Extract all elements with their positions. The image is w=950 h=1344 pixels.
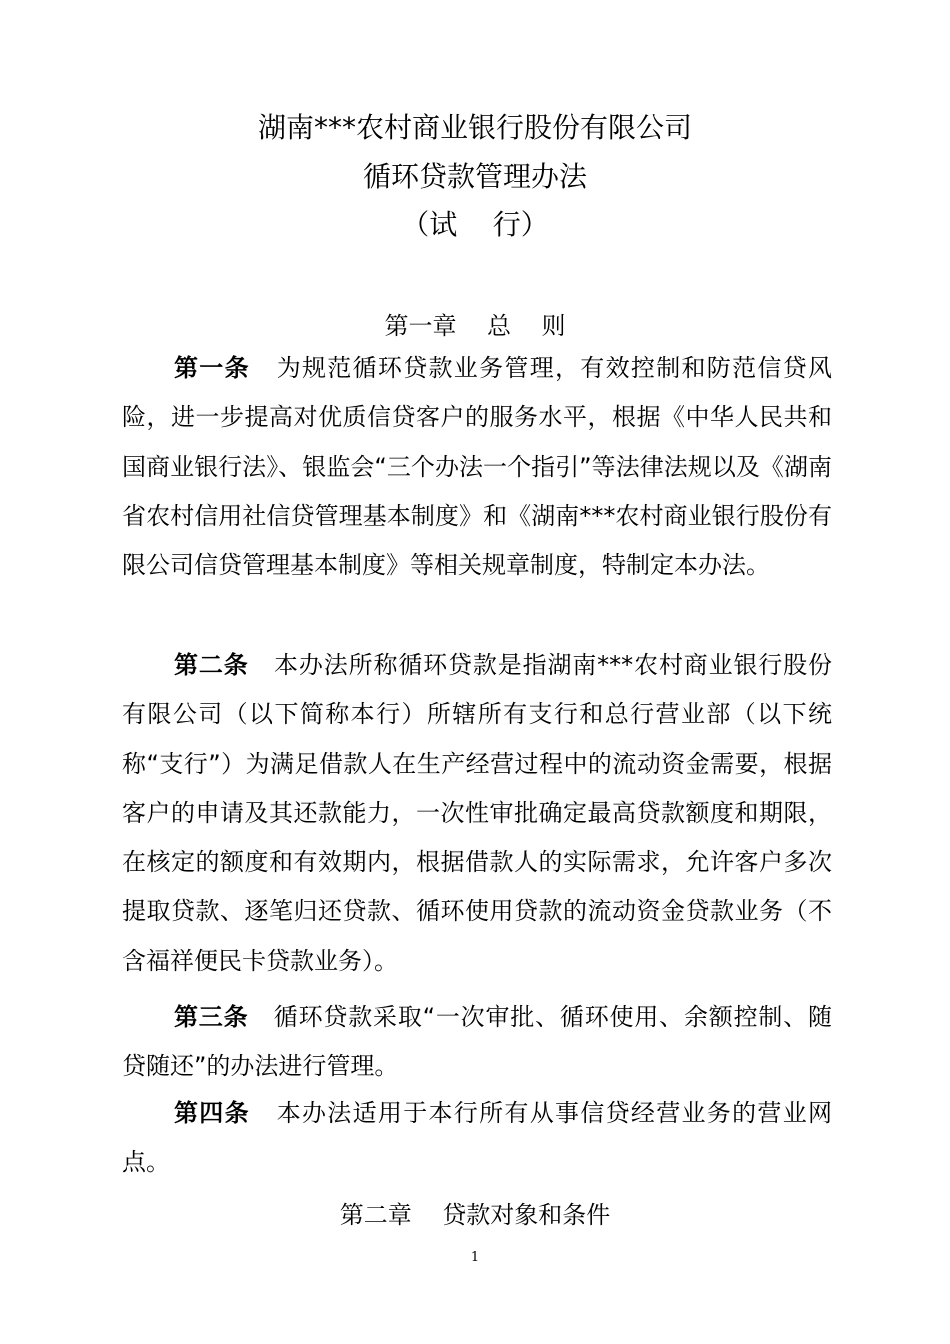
document-title-line-2: 循环贷款管理办法 [362, 160, 587, 193]
chapter-2-heading: 第二章 贷款对象和条件 [339, 1201, 611, 1229]
article-1-text: 为规范循环贷款业务管理，有效控制和防范信贷风险，进一步提高对优质信贷客户的服务水平，根据《中华人民共和国商业银行法》、银监会“三个办法一个指引”等法律法规以及《湖南省农村信用社信贷管理基本制度》和《湖南***农村商业银行股份有限公司信贷管理基本制度》等相关规章制度，特制定本办法。 [122, 354, 833, 580]
article-4 [122, 1089, 832, 1188]
article-4-label: 第四条 [174, 1099, 250, 1127]
article-3-text: 循环贷款采取“一次审批、循环使用、余额控制、随贷随还”的办法进行管理。 [122, 1003, 833, 1081]
article-3-label: 第三条 [174, 1003, 249, 1031]
article-3 [122, 993, 832, 1092]
article-2 [122, 641, 832, 986]
document-title-line-3: （试 行） [401, 208, 549, 241]
article-2-text: 本办法所称循环贷款是指湖南***农村商业银行股份有限公司（以下简称本行）所辖所有支行和总行营业部（以下统称“支行”）为满足借款人在生产经营过程中的流动资金需要，根据客户的申请及其还款能力，一次性审批确定最高贷款额度和期限，在核定的额度和有效期内，根据借款人的实际需求，允许客户多次提取贷款、逐笔归还贷款、循环使用贷款的流动资金贷款业务（不含福祥便民卡贷款业务）。 [122, 651, 833, 975]
chapter-1-heading: 第一章 总 则 [384, 312, 566, 340]
article-2-label: 第二条 [174, 651, 249, 679]
page-number: 1 [470, 1250, 480, 1265]
article-1-label: 第一条 [174, 354, 250, 382]
article-4-text: 本办法适用于本行所有从事信贷经营业务的营业网点。 [122, 1099, 833, 1177]
document-title-line-1: 湖南***农村商业银行股份有限公司 [257, 111, 692, 144]
article-1 [122, 344, 832, 590]
